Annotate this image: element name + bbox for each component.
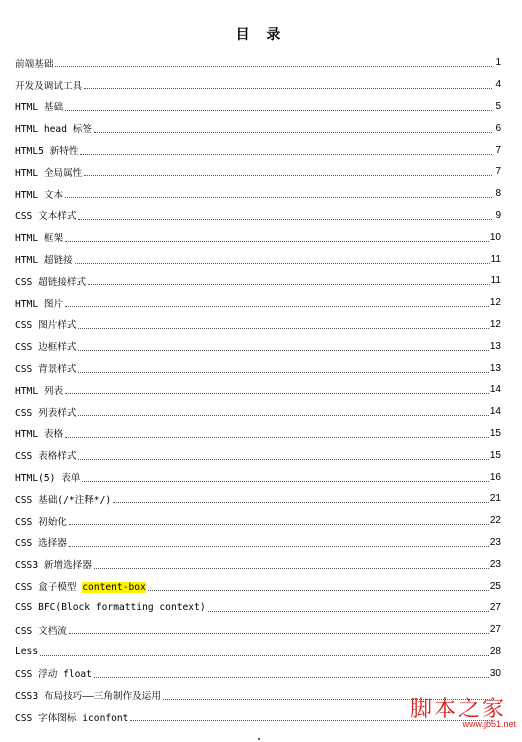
toc-entry-label-text: CSS 图片样式 xyxy=(15,320,77,332)
toc-entry-page: 30 xyxy=(489,667,501,679)
toc-entry-page: 11 xyxy=(490,253,501,265)
toc-entry-page: 23 xyxy=(489,558,501,570)
toc-entry-label xyxy=(15,121,93,135)
toc-leader-dots xyxy=(69,546,489,547)
toc-entry-label-text: CSS3 布局技巧——三角制作及运用 xyxy=(15,691,161,702)
toc-entry-label-text: CSS 列表样式 xyxy=(15,407,77,419)
footer-dot xyxy=(258,738,260,740)
toc-entry-page: 13 xyxy=(489,362,501,374)
toc-leader-dots xyxy=(113,502,489,503)
toc-entry-highlight: content-box xyxy=(82,582,146,594)
toc-entry-label xyxy=(15,688,162,702)
toc-leader-dots xyxy=(69,524,489,525)
toc-entry-page: 14 xyxy=(489,406,501,418)
toc-entry-label-text: HTML(5) 表单 xyxy=(15,473,81,485)
toc-entry-label xyxy=(15,383,64,397)
toc-entry-label-text: HTML5 新特性 xyxy=(15,146,79,158)
toc-entry[interactable] xyxy=(15,379,501,401)
toc-entry-label-text: CSS 浮动 float xyxy=(15,669,92,681)
toc-leader-dots xyxy=(75,263,490,264)
toc-entry-label-text: HTML 框架 xyxy=(15,233,64,245)
toc-entry[interactable] xyxy=(15,488,501,510)
toc-leader-dots xyxy=(148,590,489,591)
toc-leader-dots xyxy=(78,328,488,329)
toc-entry-label xyxy=(15,602,207,613)
toc-entry-label xyxy=(15,492,112,506)
toc-entry[interactable] xyxy=(15,74,501,96)
toc-leader-dots xyxy=(65,437,489,438)
toc-entry-label-text: CSS 背景样式 xyxy=(15,364,77,376)
toc-entry-page: 27 xyxy=(489,602,501,614)
toc-leader-dots xyxy=(84,175,492,176)
watermark-url: www.jb51.net xyxy=(462,719,516,729)
toc-entry[interactable] xyxy=(15,226,501,248)
toc-entry-label xyxy=(15,514,68,528)
toc-entry-label xyxy=(15,296,64,310)
toc-leader-dots xyxy=(78,219,492,220)
toc-entry-label xyxy=(15,56,54,70)
toc-entry-label-text: CSS 超链接样式 xyxy=(15,276,87,288)
toc-entry-page: 13 xyxy=(489,340,501,352)
page-title: 目 录 xyxy=(235,27,287,43)
toc-entry-label-text: CSS 基础(/*注释*/) xyxy=(15,494,112,506)
toc-entry[interactable] xyxy=(15,553,501,575)
toc-leader-dots xyxy=(65,393,489,394)
toc-entry-page: 15 xyxy=(489,427,501,439)
toc-entry-label xyxy=(15,143,79,157)
toc-entry-page: 21 xyxy=(489,493,501,505)
toc-entry-label-text: CSS 文本样式 xyxy=(15,211,77,223)
toc-entry-label xyxy=(15,710,129,724)
toc-leader-dots xyxy=(78,350,488,351)
toc-entry-page: 1 xyxy=(495,57,501,69)
toc-leader-dots xyxy=(65,110,492,111)
toc-entry-page: 8 xyxy=(495,188,501,200)
toc-entry-label xyxy=(15,579,147,593)
toc-entry[interactable] xyxy=(15,161,501,183)
toc-entry-label xyxy=(15,448,77,462)
toc-leader-dots xyxy=(78,415,488,416)
toc-entry[interactable] xyxy=(15,662,501,684)
watermark-logo xyxy=(381,692,516,732)
toc-leader-dots xyxy=(94,677,489,678)
toc-entry[interactable] xyxy=(15,641,501,663)
toc-entry-label-text: HTML 文本 xyxy=(15,189,64,201)
toc-leader-dots xyxy=(78,372,488,373)
toc-entry-page: 10 xyxy=(489,231,501,243)
table-of-contents xyxy=(15,52,501,728)
toc-entry-label-text: CSS3 新增选择器 xyxy=(15,560,92,572)
toc-entry-label-text: CSS 盒子模型 xyxy=(15,582,83,594)
toc-entry-page: 5 xyxy=(495,100,501,112)
toc-entry-page: 7 xyxy=(495,144,501,156)
toc-entry-label xyxy=(15,557,93,571)
toc-leader-dots xyxy=(84,88,492,89)
toc-entry-label-text: 前端基础 xyxy=(15,58,54,70)
toc-entry-page: 12 xyxy=(489,318,501,330)
toc-leader-dots xyxy=(208,611,489,612)
toc-leader-dots xyxy=(82,481,488,482)
toc-entry-page: 28 xyxy=(489,645,501,657)
toc-leader-dots xyxy=(55,66,492,67)
toc-entry-label xyxy=(15,535,68,549)
toc-entry-page: 4 xyxy=(495,79,501,91)
toc-entry-label xyxy=(15,274,87,288)
toc-entry[interactable] xyxy=(15,205,501,227)
toc-entry-label xyxy=(15,470,81,484)
toc-entry-label xyxy=(15,99,64,113)
toc-entry-label-text: HTML 基础 xyxy=(15,102,64,114)
toc-entry-page: 15 xyxy=(489,449,501,461)
toc-entry-page: 27 xyxy=(489,624,501,636)
toc-entry-page: 6 xyxy=(495,122,501,134)
toc-entry-page: 9 xyxy=(495,209,501,221)
toc-entry-page: 22 xyxy=(489,515,501,527)
toc-entry-label xyxy=(15,339,77,353)
toc-entry-label xyxy=(15,317,77,331)
toc-entry[interactable] xyxy=(15,270,501,292)
toc-entry[interactable] xyxy=(15,96,501,118)
toc-entry-label-text: HTML 全局属性 xyxy=(15,167,83,179)
toc-entry-page: 12 xyxy=(489,297,501,309)
toc-entry-page: 25 xyxy=(489,580,501,592)
toc-leader-dots xyxy=(69,633,489,634)
toc-entry[interactable] xyxy=(15,117,501,139)
toc-entry[interactable] xyxy=(15,183,501,205)
toc-entry-label-text: HTML 超链接 xyxy=(15,255,73,267)
toc-entry-label xyxy=(15,666,93,680)
toc-entry-label xyxy=(15,361,77,375)
toc-entry-label xyxy=(15,646,39,657)
toc-leader-dots xyxy=(40,655,489,656)
toc-entry-page: 16 xyxy=(489,471,501,483)
toc-entry[interactable] xyxy=(15,139,501,161)
toc-entry[interactable] xyxy=(15,575,501,597)
toc-entry-label-text: 开发及调试工具 xyxy=(15,80,83,92)
toc-entry-label-text: HTML 表格 xyxy=(15,429,64,441)
toc-entry[interactable] xyxy=(15,597,501,619)
toc-entry-label xyxy=(15,230,64,244)
watermark-text: 脚本之家 xyxy=(409,697,506,722)
toc-leader-dots xyxy=(94,132,492,133)
toc-entry-label-text: HTML 列表 xyxy=(15,385,64,397)
toc-leader-dots xyxy=(65,197,492,198)
toc-entry-label xyxy=(15,405,77,419)
toc-entry[interactable] xyxy=(15,619,501,641)
toc-entry-label-text: CSS 表格样式 xyxy=(15,451,77,463)
toc-entry[interactable] xyxy=(15,532,501,554)
toc-entry-label xyxy=(15,187,64,201)
toc-leader-dots xyxy=(88,284,490,285)
toc-entry-label-text: CSS 边框样式 xyxy=(15,342,77,354)
toc-entry[interactable] xyxy=(15,335,501,357)
toc-leader-dots xyxy=(78,459,488,460)
toc-entry-label-text: HTML 图片 xyxy=(15,298,64,310)
toc-entry-label-text: Less xyxy=(15,645,39,657)
toc-entry[interactable] xyxy=(15,248,501,270)
toc-entry-page: 7 xyxy=(495,166,501,178)
toc-entry-label xyxy=(15,252,74,266)
toc-entry-page: 14 xyxy=(489,384,501,396)
toc-entry[interactable] xyxy=(15,52,501,74)
toc-entry-page: 11 xyxy=(490,275,501,287)
toc-leader-dots xyxy=(94,568,489,569)
toc-entry-label xyxy=(15,623,68,637)
toc-entry[interactable] xyxy=(15,423,501,445)
toc-leader-dots xyxy=(80,154,492,155)
toc-entry[interactable] xyxy=(15,510,501,532)
toc-entry-label xyxy=(15,78,83,92)
toc-entry-label xyxy=(15,165,83,179)
toc-entry-label xyxy=(15,426,64,440)
toc-entry[interactable] xyxy=(15,466,501,488)
toc-entry-label-text: CSS 初始化 xyxy=(15,516,67,528)
toc-entry-label-text: CSS 文档流 xyxy=(15,625,67,637)
toc-entry-label xyxy=(15,208,77,222)
toc-entry[interactable] xyxy=(15,357,501,379)
toc-entry[interactable] xyxy=(15,401,501,423)
toc-entry-label-text: CSS BFC(Block formatting context) xyxy=(15,602,206,614)
toc-entry-page: 23 xyxy=(489,536,501,548)
toc-entry-label-text: HTML head 标签 xyxy=(15,124,92,136)
toc-entry-label-text: CSS 字体图标 iconfont xyxy=(15,712,129,724)
toc-entry[interactable] xyxy=(15,444,501,466)
toc-leader-dots xyxy=(65,241,489,242)
toc-entry[interactable] xyxy=(15,314,501,336)
toc-leader-dots xyxy=(65,306,489,307)
toc-entry-label-text: CSS 选择器 xyxy=(15,538,67,550)
toc-entry[interactable] xyxy=(15,292,501,314)
